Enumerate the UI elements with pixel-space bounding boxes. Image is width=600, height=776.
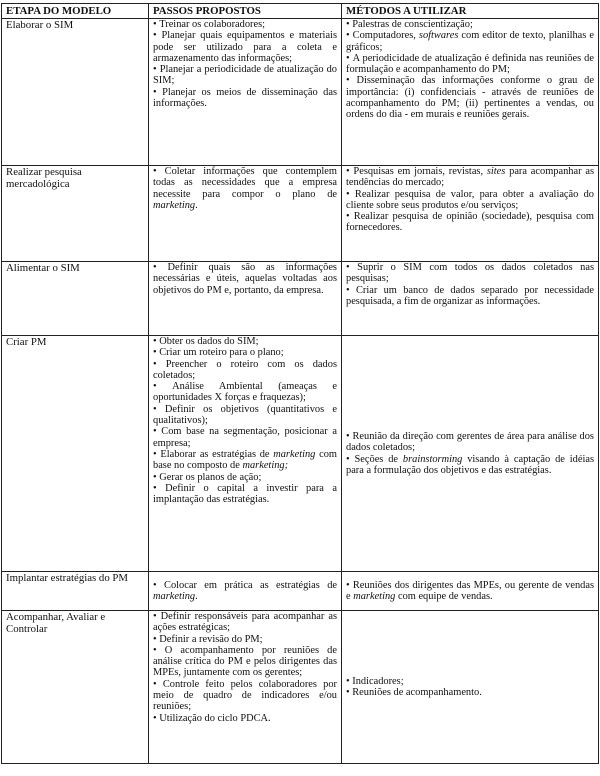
stage-cell: Elaborar o SIM [2, 19, 149, 166]
methods-cell [342, 262, 599, 336]
stage-cell: Criar PM [2, 336, 149, 572]
methods-cell [342, 336, 599, 572]
list-item: • Definir responsáveis para acompanhar as ações estratégicas; [153, 611, 337, 634]
table-row [2, 572, 599, 611]
list-item: • Criar um banco de dados separado por necessidade pesquisada, a fim de organizar as informações. [346, 285, 594, 308]
list-item: • Coletar informações que contemplem todas as necessidades que a empresa necessite para compor o plano de marketing. [153, 166, 337, 211]
header-methods: MÉTODOS A UTILIZAR [342, 4, 599, 19]
stage-cell: Alimentar o SIM [2, 262, 149, 336]
list-item: • O acompanhamento por reuniões de análise crítica do PM e pelos dirigentes das MPEs, juntamente com os gerentes; [153, 645, 337, 679]
list-item: • Preencher o roteiro com os dados coletados; [153, 359, 337, 382]
steps-cell [149, 611, 342, 764]
italic-term: sites [486, 166, 506, 177]
model-table [1, 3, 599, 764]
stage-cell: Implantar estratégias do PM [2, 572, 149, 611]
list-item: • A periodicidade de atualização é definida nas reuniões de formulação e acompanhamento do PM; [346, 53, 594, 76]
list-item: • Planejar quais equipamentos e materiais pode ser utilizado para a coleta e armazenamento das informações; [153, 30, 337, 64]
italic-term: marketing [273, 448, 316, 460]
steps-cell [149, 166, 342, 262]
steps-list [153, 580, 337, 603]
header-steps: PASSOS PROPOSTOS [149, 4, 342, 19]
list-item: • Definir quais são as informações necessárias e úteis, aquelas voltadas aos objetivos do PM e, portanto, da empresa. [153, 262, 337, 296]
list-item: • Definir os objetivos (quantitativos e qualitativos); [153, 404, 337, 427]
list-item: • Suprir o SIM com todos os dados coletados nas pesquisas; [346, 262, 594, 285]
list-item: • Utilização do ciclo PDCA. [153, 713, 337, 724]
methods-list [346, 19, 594, 121]
list-item: • Controle feito pelos colaboradores por meio de quadro de indicadores e/ou reuniões; [153, 679, 337, 713]
list-item: • Planejar a periodicidade de atualização do SIM; [153, 64, 337, 87]
italic-term: marketing [353, 591, 396, 602]
italic-term: marketing; [242, 460, 289, 472]
list-item: • Reunião da direção com gerentes de área para análise dos dados coletados; [346, 431, 594, 454]
steps-list [153, 262, 337, 296]
table-row [2, 611, 599, 764]
methods-list [346, 580, 594, 603]
steps-list [153, 19, 337, 109]
list-item: • Indicadores; [346, 676, 594, 687]
list-item: • Reuniões dos dirigentes das MPEs, ou gerente de vendas e marketing com equipe de vendas. [346, 580, 594, 603]
steps-cell [149, 19, 342, 166]
methods-list [346, 676, 594, 699]
steps-list [153, 336, 337, 505]
list-item: • Obter os dados do SIM; [153, 336, 337, 347]
stage-cell: Realizar pesquisa mercadológica [2, 166, 149, 262]
methods-cell [342, 166, 599, 262]
italic-term: brainstorming [402, 453, 463, 465]
table-row [2, 336, 599, 572]
header-stage: ETAPA DO MODELO [2, 4, 149, 19]
italic-term: marketing [153, 199, 196, 211]
methods-cell [342, 19, 599, 166]
steps-list [153, 611, 337, 724]
list-item: • Análise Ambiental (ameaças e oportunidades X forças e fraquezas); [153, 381, 337, 404]
header-row [2, 4, 599, 19]
steps-cell [149, 262, 342, 336]
list-item: • Palestras de conscientização; [346, 19, 594, 30]
methods-list [346, 431, 594, 476]
list-item: • Gerar os planos de ação; [153, 472, 337, 483]
table-row [2, 166, 599, 262]
table-row [2, 262, 599, 336]
steps-cell [149, 572, 342, 611]
list-item: • Criar um roteiro para o plano; [153, 347, 337, 358]
list-item: • Realizar pesquisa de valor, para obter a avaliação do cliente sobre seus produtos e/ou serviços; [346, 189, 594, 212]
list-item: • Reuniões de acompanhamento. [346, 687, 594, 698]
table-row [2, 19, 599, 166]
methods-cell [342, 572, 599, 611]
list-item: • Treinar os colaboradores; [153, 19, 337, 30]
list-item: • Planejar os meios de disseminação das informações. [153, 87, 337, 110]
stage-cell: Acompanhar, Avaliar e Controlar [2, 611, 149, 764]
list-item: • Definir a revisão do PM; [153, 634, 337, 645]
methods-list [346, 166, 594, 234]
list-item: • Seções de brainstorming visando à captação de idéias para a formulação dos objetivos e das estratégias. [346, 454, 594, 477]
list-item: • Computadores, softwares com editor de texto, planilhas e gráficos; [346, 30, 594, 53]
methods-cell [342, 611, 599, 764]
list-item: • Com base na segmentação, posicionar a empresa; [153, 426, 337, 449]
list-item: • Disseminação das informações conforme o grau de importância: (i) confidenciais - através de reuniões de acompanhamento do PM; (ii) pertinentes a vendas, ou ordens do dia - em murais e reuniões gerais. [346, 75, 594, 120]
list-item: • Definir o capital a investir para a implantação das estratégias. [153, 483, 337, 506]
steps-cell [149, 336, 342, 572]
italic-term: softwares [418, 30, 459, 42]
steps-list [153, 166, 337, 211]
methods-list [346, 262, 594, 307]
list-item: • Elaborar as estratégias de marketing com base no composto de marketing; [153, 449, 337, 472]
list-item: • Realizar pesquisa de opinião (sociedade), pesquisa com fornecedores. [346, 211, 594, 234]
list-item: • Pesquisas em jornais, revistas, sites para acompanhar as tendências do mercado; [346, 166, 594, 189]
list-item: • Colocar em prática as estratégias de marketing. [153, 580, 337, 603]
italic-term: marketing [153, 591, 196, 602]
